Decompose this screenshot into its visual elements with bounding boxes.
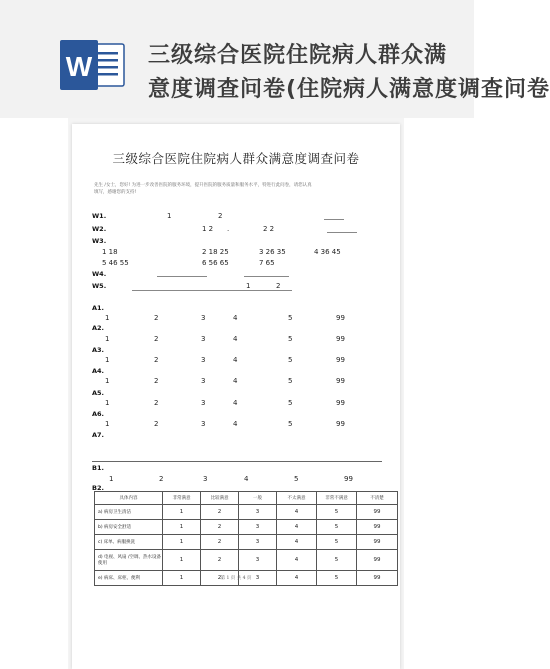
- option: 1: [167, 212, 172, 220]
- document-title: 三级综合医院住院病人群众满意度调查问卷: [112, 151, 360, 166]
- logo-letter: W: [65, 51, 93, 82]
- table-cell[interactable]: 5: [317, 550, 357, 571]
- column-header: 不太满意: [277, 492, 317, 505]
- question-label: B1.: [92, 464, 104, 472]
- table-cell[interactable]: 1: [163, 571, 201, 586]
- option: 99: [344, 475, 353, 483]
- table-cell[interactable]: 4: [277, 505, 317, 520]
- option: 1 18: [102, 248, 118, 256]
- table-header-row: [95, 492, 398, 505]
- option: 5: [288, 335, 293, 343]
- question-label: A1.: [92, 304, 105, 312]
- question-label: A5.: [92, 389, 105, 397]
- table-cell[interactable]: 3: [239, 535, 277, 550]
- option: 1: [246, 282, 251, 290]
- table-cell[interactable]: 2: [201, 505, 239, 520]
- option: 1: [105, 377, 110, 385]
- option: 1: [105, 356, 110, 364]
- row-label: d) 电视、风扇 /空调、热水设备使用: [95, 550, 163, 571]
- table-cell[interactable]: 5: [317, 571, 357, 586]
- option: 1: [105, 314, 110, 322]
- option: 5: [288, 420, 293, 428]
- column-header: 一般: [239, 492, 277, 505]
- option: 2: [154, 314, 159, 322]
- option: 2: [154, 377, 159, 385]
- table-row: [95, 535, 398, 550]
- answer-line: [327, 232, 357, 233]
- option: 1 2: [202, 225, 214, 233]
- table-cell[interactable]: 4: [277, 520, 317, 535]
- question-label: W5.: [92, 282, 107, 290]
- option: 7 65: [259, 259, 275, 267]
- option: 5 46 55: [102, 259, 129, 267]
- option: 4: [233, 356, 238, 364]
- option: 5: [288, 356, 293, 364]
- table-cell[interactable]: 99: [357, 550, 398, 571]
- satisfaction-table: [94, 491, 398, 586]
- option: 3: [201, 420, 206, 428]
- option: 4: [244, 475, 249, 483]
- table-cell[interactable]: 4: [277, 571, 317, 586]
- column-header: 非常满意: [163, 492, 201, 505]
- table-row: [95, 520, 398, 535]
- option: 3: [201, 399, 206, 407]
- table-row: [95, 505, 398, 520]
- page-title-line2: 意度调查问卷(住院病人满意度调查问卷: [148, 77, 550, 102]
- row-label: c) 床单、病服换洗: [95, 535, 163, 550]
- answer-line: [157, 276, 207, 277]
- table-cell[interactable]: 2: [201, 520, 239, 535]
- option: 99: [336, 335, 345, 343]
- table-cell[interactable]: 4: [277, 535, 317, 550]
- question-label: A2.: [92, 324, 105, 332]
- option: 2: [218, 212, 223, 220]
- divider: [92, 461, 382, 462]
- table-cell[interactable]: 3: [239, 571, 277, 586]
- document-page: [72, 124, 400, 669]
- table-cell[interactable]: 5: [317, 535, 357, 550]
- option: 3: [201, 356, 206, 364]
- column-header: 比较满意: [201, 492, 239, 505]
- table-cell[interactable]: 2: [201, 550, 239, 571]
- column-header: 不清楚: [357, 492, 398, 505]
- answer-line: [324, 219, 344, 220]
- option: .: [227, 225, 230, 233]
- option: 3: [201, 335, 206, 343]
- table-cell[interactable]: 3: [239, 520, 277, 535]
- table-cell[interactable]: 99: [357, 520, 398, 535]
- row-label: a) 病房卫生清洁: [95, 505, 163, 520]
- option: 5: [288, 377, 293, 385]
- option: 1: [109, 475, 114, 483]
- column-header: 具体内容: [95, 492, 163, 505]
- option: 2: [154, 356, 159, 364]
- option: 99: [336, 420, 345, 428]
- table-cell[interactable]: 3: [239, 550, 277, 571]
- option: 1: [105, 335, 110, 343]
- option: 2: [154, 399, 159, 407]
- option: 99: [336, 377, 345, 385]
- question-label: W3.: [92, 237, 107, 245]
- answer-line: [132, 290, 292, 291]
- option: 1: [105, 399, 110, 407]
- table-row: [95, 550, 398, 571]
- question-label: W4.: [92, 270, 107, 278]
- table-cell[interactable]: 2: [201, 571, 239, 586]
- page-footer: 第 1 页 共 4 页: [220, 576, 252, 581]
- table-cell[interactable]: 99: [357, 535, 398, 550]
- page-title-line1: 三级综合医院住院病人群众满: [148, 43, 448, 68]
- option: 5: [288, 314, 293, 322]
- option: 3: [201, 314, 206, 322]
- option: 99: [336, 314, 345, 322]
- table-cell[interactable]: 2: [201, 535, 239, 550]
- table-cell[interactable]: 5: [317, 505, 357, 520]
- table-cell[interactable]: 1: [163, 550, 201, 571]
- option: 4: [233, 420, 238, 428]
- table-cell[interactable]: 1: [163, 505, 201, 520]
- option: 3: [201, 377, 206, 385]
- option: 6 56 65: [202, 259, 229, 267]
- question-label: W2.: [92, 225, 107, 233]
- table-cell[interactable]: 5: [317, 520, 357, 535]
- table-cell[interactable]: 3: [239, 505, 277, 520]
- table-cell[interactable]: 99: [357, 571, 398, 586]
- table-cell[interactable]: 1: [163, 520, 201, 535]
- option: 2: [154, 420, 159, 428]
- question-label: A3.: [92, 346, 105, 354]
- option: 1: [105, 420, 110, 428]
- intro-text: 先生 /女士，您好! 为进一步改善医院的服务环境，提升医院的服务质量和服务水平，特进行此问卷，请您认真填写，感谢您的支持!: [94, 183, 312, 195]
- option: 2 18 25: [202, 248, 229, 256]
- option: 4: [233, 314, 238, 322]
- option: 2: [154, 335, 159, 343]
- answer-line: [244, 276, 289, 277]
- table-cell[interactable]: 1: [163, 535, 201, 550]
- word-logo-icon: [60, 40, 126, 90]
- header-banner: [0, 0, 550, 118]
- table-cell[interactable]: 4: [277, 550, 317, 571]
- question-label: A7.: [92, 431, 105, 439]
- row-label: e) 病床、床柜、便利: [95, 571, 163, 586]
- row-label: b) 病房安全舒适: [95, 520, 163, 535]
- option: 5: [288, 399, 293, 407]
- option: 5: [294, 475, 299, 483]
- option: 99: [336, 356, 345, 364]
- table-cell[interactable]: 99: [357, 505, 398, 520]
- option: 4: [233, 399, 238, 407]
- question-label: A4.: [92, 367, 105, 375]
- option: 3 26 35: [259, 248, 286, 256]
- option: 2: [159, 475, 164, 483]
- option: 3: [203, 475, 208, 483]
- option: 4: [233, 377, 238, 385]
- option: 4: [233, 335, 238, 343]
- question-label: B2.: [92, 484, 104, 492]
- option: 4 36 45: [314, 248, 341, 256]
- option: 2 2: [263, 225, 275, 233]
- option: 99: [336, 399, 345, 407]
- option: 2: [276, 282, 281, 290]
- column-header: 非常不满意: [317, 492, 357, 505]
- question-label: W1.: [92, 212, 107, 220]
- question-label: A6.: [92, 410, 105, 418]
